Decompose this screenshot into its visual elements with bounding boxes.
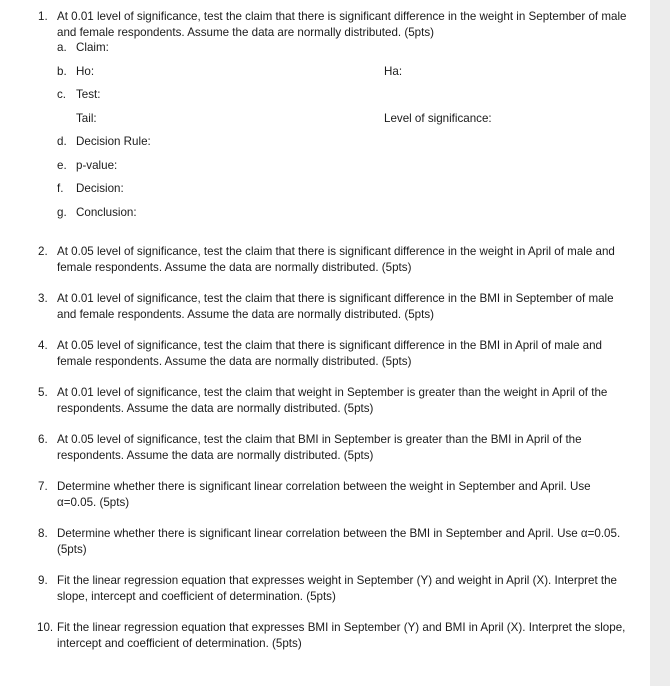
- question-number: 5.: [38, 386, 48, 399]
- subpart-label: Ho:: [76, 65, 95, 78]
- question-number: 10.: [37, 621, 54, 634]
- question-8: [38, 526, 628, 557]
- subpart-label: Decision:: [76, 182, 124, 195]
- question-text: At 0.01 level of significance, test the claim that weight in September is greater than the weight in April of the respondents. Assume the data are normally distributed. (5pts): [57, 386, 608, 415]
- ha-label: Ha:: [384, 65, 403, 78]
- question-number: 9.: [38, 574, 48, 587]
- question-10: [38, 620, 628, 651]
- subpart-letter: c.: [57, 88, 67, 101]
- question-number: 1.: [38, 10, 48, 23]
- subpart-label: Test:: [76, 88, 101, 101]
- question-text: Determine whether there is significant linear correlation between the weight in September and April. Use α=0.05. (5pts): [57, 480, 591, 509]
- tail-label: Tail:: [76, 112, 97, 125]
- question-text: At 0.01 level of significance, test the claim that there is significant difference in the weight in September of male and female respondents. Assume the data are normally distributed. (5pts): [57, 10, 627, 39]
- question-text: At 0.01 level of significance, test the claim that there is significant difference in the BMI in September of male and female respondents. Assume the data are normally distributed. (5pts): [57, 292, 614, 321]
- question-1: [38, 9, 628, 40]
- question-number: 3.: [38, 292, 48, 305]
- question-text: Fit the linear regression equation that expresses BMI in September (Y) and BMI in April (X). Interpret the slope, intercept and coefficient of determination. (5pts): [57, 621, 626, 650]
- question-number: 8.: [38, 527, 48, 540]
- question-2: [38, 244, 628, 275]
- subpart-letter: b.: [57, 65, 67, 78]
- question-4: [38, 338, 628, 369]
- question-text: At 0.05 level of significance, test the claim that there is significant difference in the BMI in April of male and female respondents. Assume the data are normally distributed. (5pts): [57, 339, 602, 368]
- level-of-significance-label: Level of significance:: [384, 112, 492, 125]
- subpart-letter: e.: [57, 159, 67, 172]
- question-text: At 0.05 level of significance, test the claim that BMI in September is greater than the BMI in April of the respondents. Assume the data are normally distributed. (5pts): [57, 433, 582, 462]
- question-7: [38, 479, 628, 510]
- question-9: [38, 573, 628, 604]
- subpart-letter: a.: [57, 41, 67, 54]
- subpart-letter: g.: [57, 206, 67, 219]
- subpart-letter: f.: [57, 182, 64, 195]
- subpart-label: Conclusion:: [76, 206, 137, 219]
- question-text: At 0.05 level of significance, test the claim that there is significant difference in the weight in April of male and female respondents. Assume the data are normally distributed. (5pts): [57, 245, 615, 274]
- question-text: Fit the linear regression equation that expresses weight in September (Y) and weight in April (X). Interpret the slope, intercept and coefficient of determination. (5pts): [57, 574, 618, 603]
- question-number: 2.: [38, 245, 48, 258]
- question-number: 7.: [38, 480, 48, 493]
- question-5: [38, 385, 628, 416]
- question-6: [38, 432, 628, 463]
- subpart-label: p-value:: [76, 159, 118, 172]
- subpart-label: Decision Rule:: [76, 135, 151, 148]
- question-3: [38, 291, 628, 322]
- question-text: Determine whether there is significant linear correlation between the BMI in September and April. Use α=0.05. (5pts): [57, 527, 621, 556]
- question-number: 6.: [38, 433, 48, 446]
- right-margin-gutter: [650, 0, 670, 686]
- subpart-letter: d.: [57, 135, 67, 148]
- subpart-label: Claim:: [76, 41, 109, 54]
- question-number: 4.: [38, 339, 48, 352]
